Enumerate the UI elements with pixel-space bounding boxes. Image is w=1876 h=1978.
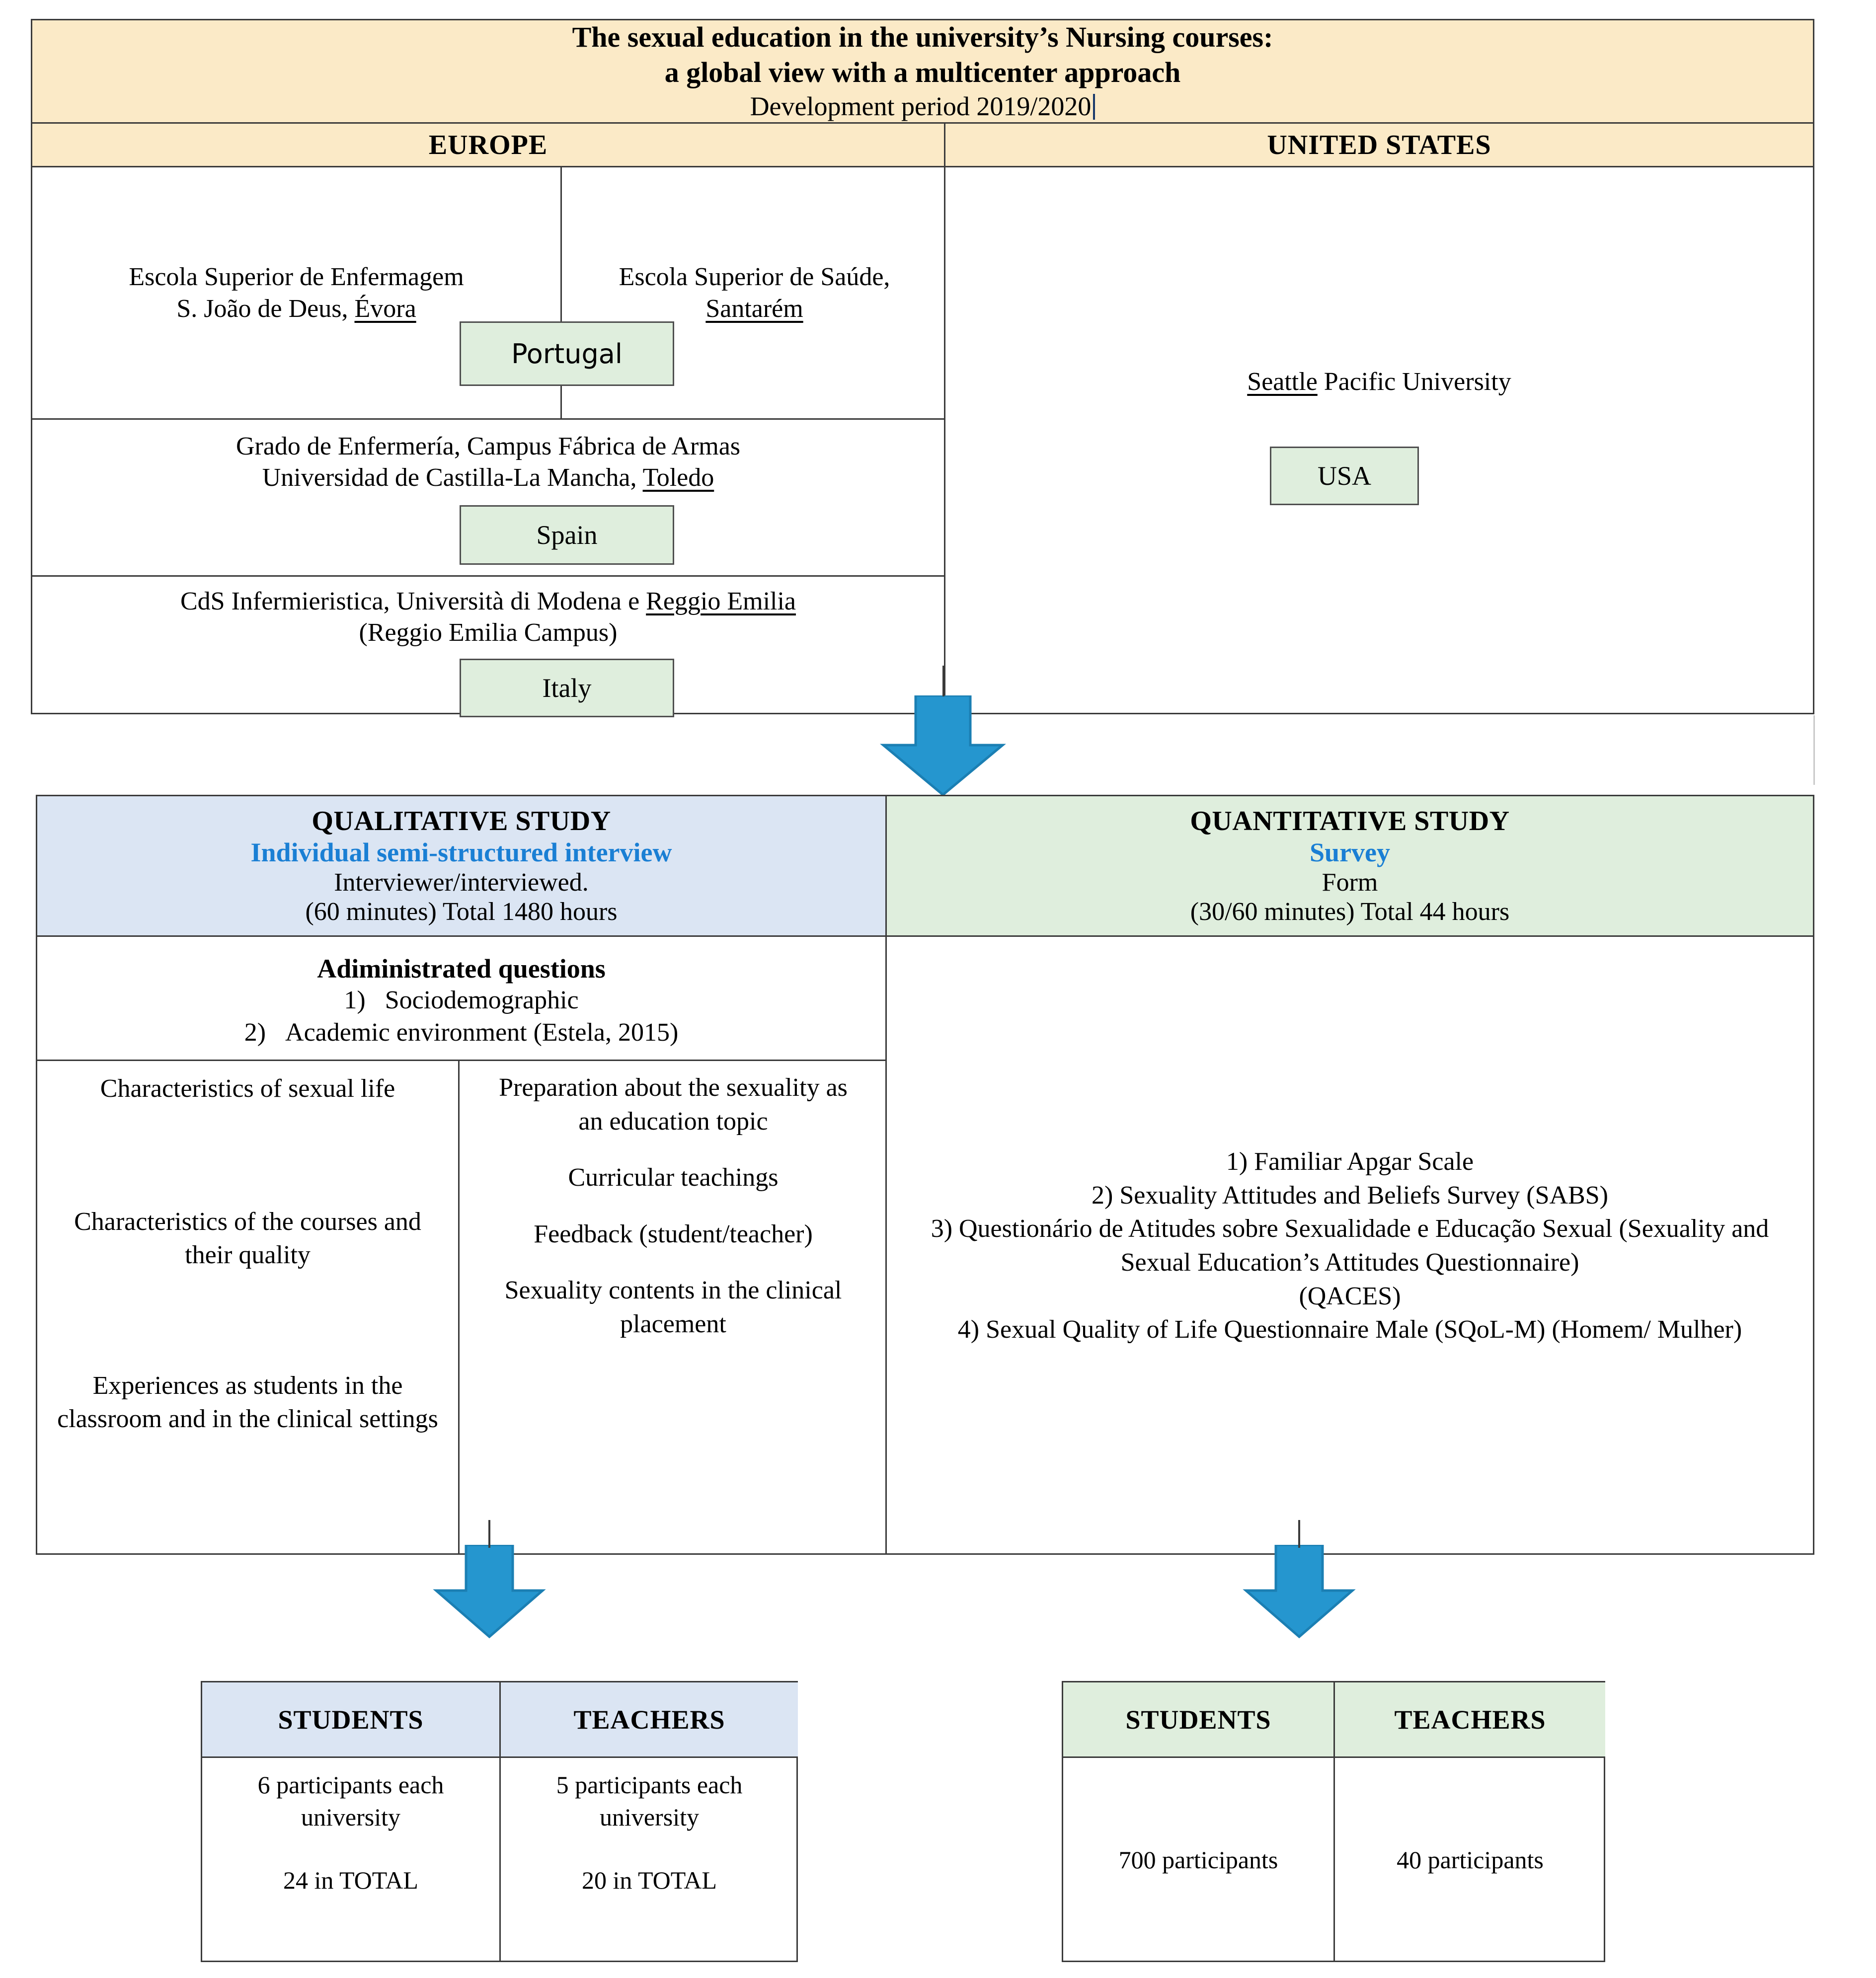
qualitative-topic: Characteristics of sexual life [100, 1074, 395, 1103]
site-portugal-evora-line2: S. João de Deus, Évora [176, 294, 416, 323]
study-design-table [36, 795, 1814, 1555]
quantitative-participants-teachers-cell [1335, 1758, 1605, 1962]
quantitative-participants-table [1062, 1681, 1605, 1962]
country-tag-italy-label: Italy [542, 673, 592, 703]
site-spain-text [32, 431, 944, 494]
quantitative-teachers-count: 40 participants [1397, 1846, 1544, 1874]
diagram-title-band [32, 20, 1813, 124]
connector-stem-qualitative [488, 1520, 490, 1548]
qualitative-participants-header-students [202, 1682, 501, 1758]
region-header-europe-label: EUROPE [428, 129, 548, 160]
site-italy-text [32, 586, 944, 649]
column-header-teachers: TEACHERS [573, 1704, 725, 1735]
qualitative-study-heading: QUALITATIVE STUDY [312, 806, 611, 837]
column-header-students: STUDENTS [278, 1704, 424, 1735]
quantitative-study-header [887, 796, 1813, 937]
site-italy-line2: (Reggio Emilia Campus) [359, 618, 618, 647]
qualitative-topic: Experiences as students in the classroom and in the clinical settings [57, 1371, 438, 1434]
quantitative-participants-header-students [1063, 1682, 1335, 1758]
qualitative-topic: Preparation about the sexuality as an education topic [499, 1073, 848, 1136]
administrated-questions-block [37, 937, 887, 1061]
quantitative-instrument: 3) Questionário de Atitudes sobre Sexualidade e Educação Sexual (Sexuality and Sexual Education’s Attitudes Questionnaire) [931, 1215, 1769, 1277]
development-period: Development period 2019/2020 [750, 90, 1095, 123]
qualitative-participants-table [201, 1681, 798, 1962]
site-spain-line2: Universidad de Castilla-La Mancha, Toledo [262, 463, 714, 492]
qualitative-topics-left [37, 1061, 460, 1555]
country-tag-portugal-label: Portugal [511, 338, 623, 370]
qualitative-students-per-university: 6 participants each university [257, 1771, 444, 1831]
country-tag-spain [460, 505, 674, 565]
study-sites-table [31, 19, 1814, 714]
column-header-teachers: TEACHERS [1394, 1704, 1546, 1735]
qualitative-participants-students-cell [202, 1758, 501, 1962]
page-title-line-1: The sexual education in the university’s Nursing courses: [572, 21, 1273, 54]
down-arrow-quantitative-to-participants [1242, 1545, 1356, 1639]
region-header-europe [32, 124, 945, 167]
site-row-portugal [32, 167, 945, 420]
site-portugal-evora-line1: Escola Superior de Enfermagem [129, 263, 464, 292]
down-arrow-qualitative-to-participants [432, 1545, 547, 1639]
qualitative-students-total: 24 in TOTAL [283, 1866, 418, 1894]
qualitative-study-method: Individual semi-structured interview [250, 837, 672, 867]
column-header-students: STUDENTS [1125, 1704, 1271, 1735]
site-row-spain [32, 420, 945, 577]
quantitative-study-instrument: Form [1322, 868, 1378, 897]
qualitative-topic: Curricular teachings [568, 1163, 779, 1192]
text-cursor-icon [1093, 94, 1095, 120]
site-italy-line1: CdS Infermieristica, Università di Modena e Reggio Emilia [180, 587, 796, 615]
site-row-italy [32, 577, 945, 714]
quantitative-study-method: Survey [1310, 837, 1390, 867]
connector-stem-quantitative [1298, 1520, 1300, 1548]
quantitative-instrument: (QACES) [1299, 1282, 1401, 1310]
country-tag-usa-label: USA [1317, 461, 1372, 491]
site-usa-university [945, 366, 1813, 397]
site-portugal-santarem-line2: Santarém [705, 294, 803, 323]
qualitative-study-duration: (60 minutes) Total 1480 hours [305, 898, 618, 926]
qualitative-participants-teachers-cell [501, 1758, 798, 1962]
country-tag-spain-label: Spain [536, 520, 598, 550]
quantitative-study-duration: (30/60 minutes) Total 44 hours [1190, 898, 1510, 926]
down-arrow-sites-to-studies [878, 695, 1008, 797]
administrated-questions-label: Adiministrated questions [317, 953, 606, 984]
country-tag-portugal [460, 321, 674, 386]
quantitative-instrument: 1) Familiar Apgar Scale [1226, 1147, 1474, 1176]
qualitative-teachers-per-university: 5 participants each university [556, 1771, 743, 1831]
quantitative-instruments-block [887, 937, 1813, 1555]
qualitative-teachers-total: 20 in TOTAL [582, 1866, 717, 1894]
page-title-line-2: a global view with a multicenter approach [664, 56, 1181, 89]
quantitative-instrument: 2) Sexuality Attitudes and Beliefs Survey (SABS) [1092, 1181, 1608, 1210]
site-usa-university-b: Pacific University [1317, 368, 1511, 396]
quantitative-students-count: 700 participants [1118, 1846, 1278, 1874]
quantitative-participants-students-cell [1063, 1758, 1335, 1962]
qualitative-study-header [37, 796, 887, 937]
qualitative-topic: Sexuality contents in the clinical placement [504, 1276, 842, 1338]
site-usa-university-a: Seattle [1247, 368, 1318, 396]
quantitative-participants-header-teachers [1335, 1682, 1605, 1758]
qualitative-topic: Characteristics of the courses and their quality [74, 1207, 421, 1270]
qualitative-study-roles: Interviewer/interviewed. [334, 868, 589, 897]
region-header-united-states-label: UNITED STATES [1267, 129, 1491, 160]
country-tag-usa [1270, 447, 1419, 505]
administrated-question-item: 1) Sociodemographic [344, 986, 579, 1014]
country-tag-italy [460, 659, 674, 717]
site-cell-usa [945, 167, 1813, 714]
site-spain-line1: Grado de Enfermería, Campus Fábrica de Armas [235, 432, 741, 460]
qualitative-participants-header-teachers [501, 1682, 798, 1758]
administrated-question-item: 2) Academic environment (Estela, 2015) [244, 1018, 679, 1047]
region-header-united-states [945, 124, 1813, 167]
site-portugal-santarem-line1: Escola Superior de Saúde, [619, 263, 890, 292]
quantitative-instrument: 4) Sexual Quality of Life Questionnaire Male (SQoL-M) (Homem/ Mulher) [957, 1315, 1742, 1344]
qualitative-topics-right [461, 1061, 887, 1555]
right-edge-divider [1813, 715, 1815, 785]
connector-stem-top [942, 666, 944, 696]
quantitative-study-heading: QUANTITATIVE STUDY [1190, 806, 1510, 837]
qualitative-topic: Feedback (student/teacher) [534, 1219, 813, 1248]
